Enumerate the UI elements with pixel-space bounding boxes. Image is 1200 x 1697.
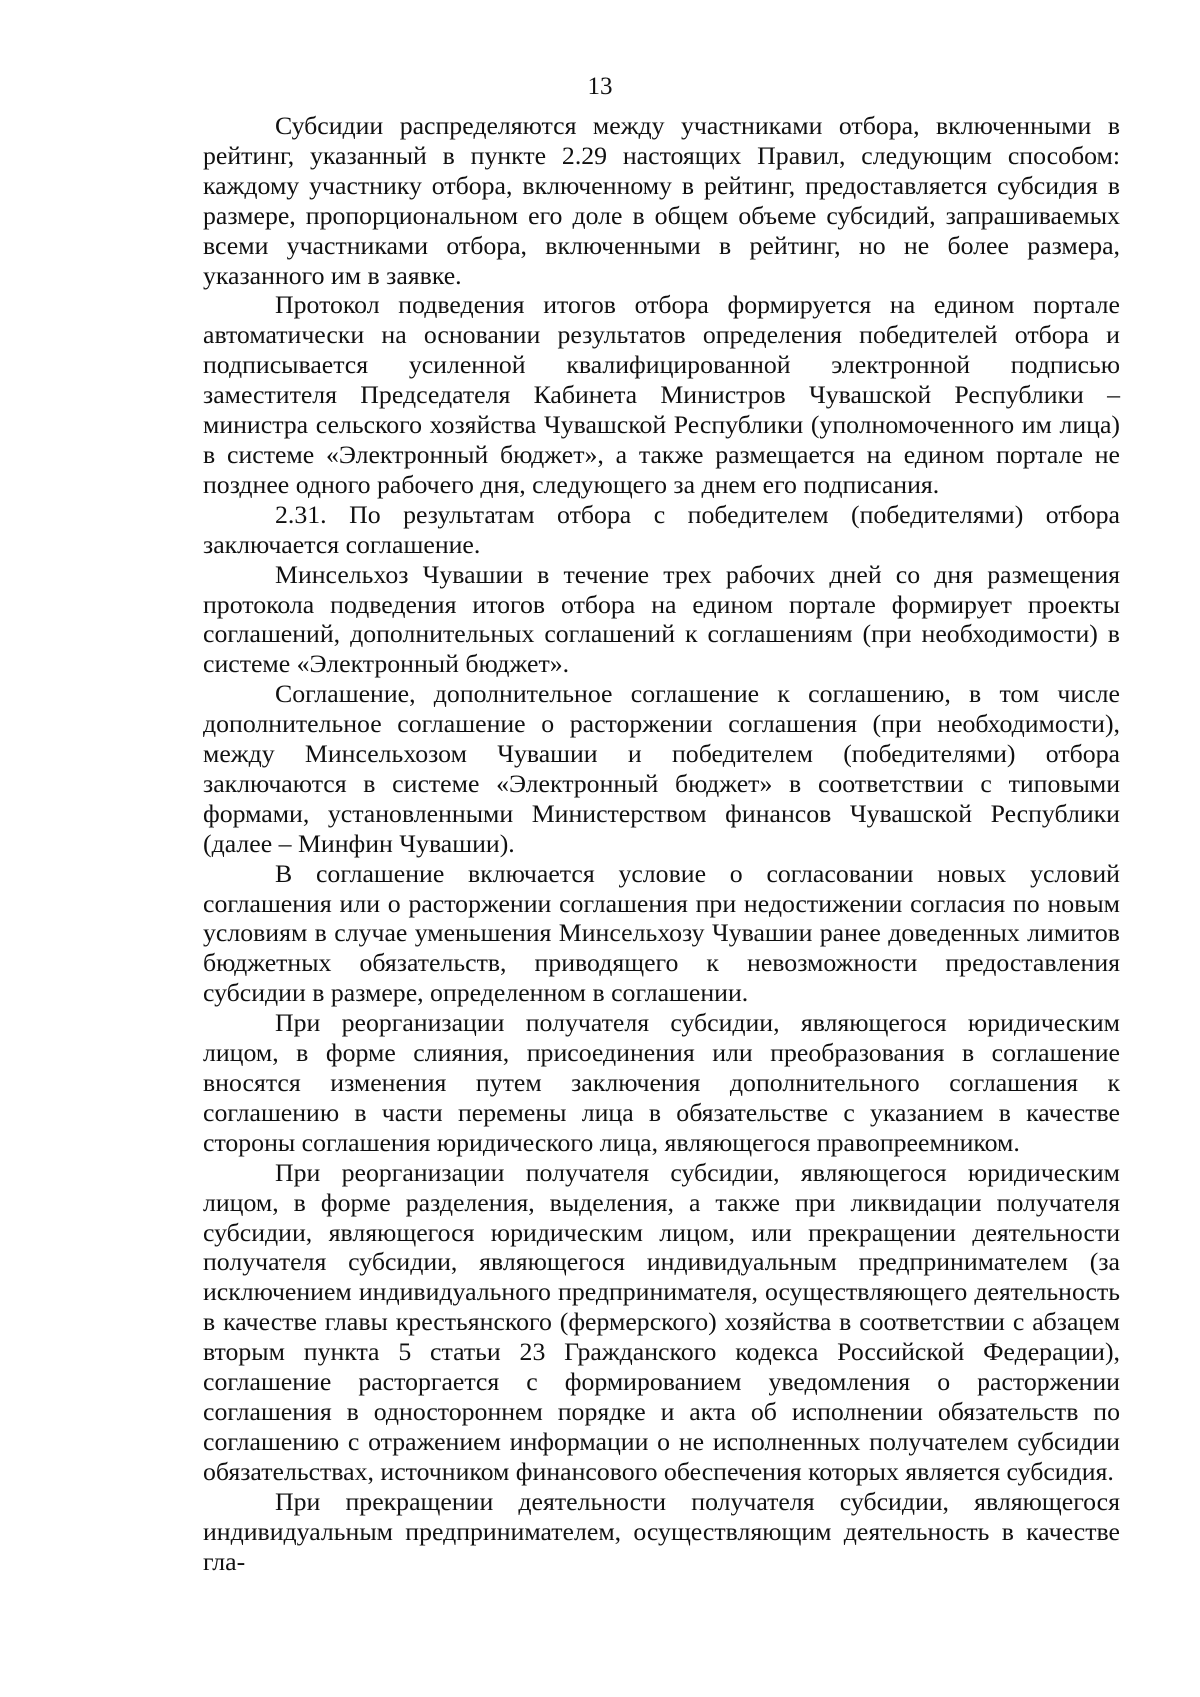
page-number: 13 — [587, 73, 613, 100]
paragraph-2-31-agreement: 2.31. По результатам отбора с победителем (победителями) отбора заключается соглашение. — [203, 499, 1120, 559]
paragraph-draft-agreements: Минсельхоз Чувашии в течение трех рабочих дней со дня размещения протокола подведения итогов отбора на едином портале формирует проекты соглашений, дополнительных соглашений к соглашениям (при необходимости) в системе «Электронный бюджет». — [203, 559, 1120, 679]
paragraph-protocol-results: Протокол подведения итогов отбора формируется на едином портале автоматически на основании результатов определения победителей отбора и подписывается усиленной квалифицированной электронной подписью заместителя Председателя Кабинета Министров Чувашской Республики – министра сельского хозяйства Чувашской Республики (уполномоченного им лица) в системе «Электронный бюджет», а также размещается на едином портале не позднее одного рабочего дня, следующего за днем его подписания. — [203, 290, 1120, 499]
paragraph-subsidy-distribution: Субсидии распределяются между участниками отбора, включенными в рейтинг, указанный в пункте 2.29 настоящих Правил, следующим способом: каждому участнику отбора, включенному в рейтинг, предоставляется субсидия в размере, пропорциональном его доле в общем объеме субсидий, запрашиваемых всеми участниками отбора, включенными в рейтинг, но не более размера, указанного им в заявке. — [203, 111, 1120, 290]
paragraph-reorganization-division: При реорганизации получателя субсидии, являющегося юридическим лицом, в форме разделения, выделения, а также при ликвидации получателя субсидии, являющегося юридическим лицом, или прекращении деятельности получателя субсидии, являющегося индивидуальным предпринимателем (за исключением индивидуального предпринимателя, осуществляющего деятельность в качестве главы крестьянского (фермерского) хозяйства в соответствии с абзацем вторым пункта 5 статьи 23 Гражданского кодекса Российской Федерации), соглашение расторгается с формированием уведомления о расторжении соглашения в одностороннем порядке и акта об исполнении обязательств по соглашению с отражением информации о не исполненных получателем субсидии обязательствах, источником финансового обеспечения которых является субсидия. — [203, 1157, 1120, 1486]
paragraph-new-conditions: В соглашение включается условие о согласовании новых условий соглашения или о расторжении соглашения при недостижении согласия по новым условиям в случае уменьшения Минсельхозу Чувашии ранее доведенных лимитов бюджетных обязательств, приводящего к невозможности предоставления субсидии в размере, определенном в соглашении. — [203, 858, 1120, 1008]
paragraph-termination-entrepreneur: При прекращении деятельности получателя субсидии, являющегося индивидуальным предпринимателем, осуществляющим деятельность в качестве гла- — [203, 1486, 1120, 1576]
document-body — [203, 111, 1120, 1576]
paragraph-agreement-forms: Соглашение, дополнительное соглашение к соглашению, в том числе дополнительное соглашение о расторжении соглашения (при необходимости), между Минсельхозом Чувашии и победителем (победителями) отбора заключаются в системе «Электронный бюджет» в соответствии с типовыми формами, установленными Министерством финансов Чувашской Республики (далее – Минфин Чувашии). — [203, 679, 1120, 858]
paragraph-reorganization-merger: При реорганизации получателя субсидии, являющегося юридическим лицом, в форме слияния, присоединения или преобразования в соглашение вносятся изменения путем заключения дополнительного соглашения к соглашению в части перемены лица в обязательстве с указанием в качестве стороны соглашения юридического лица, являющегося правопреемником. — [203, 1008, 1120, 1157]
